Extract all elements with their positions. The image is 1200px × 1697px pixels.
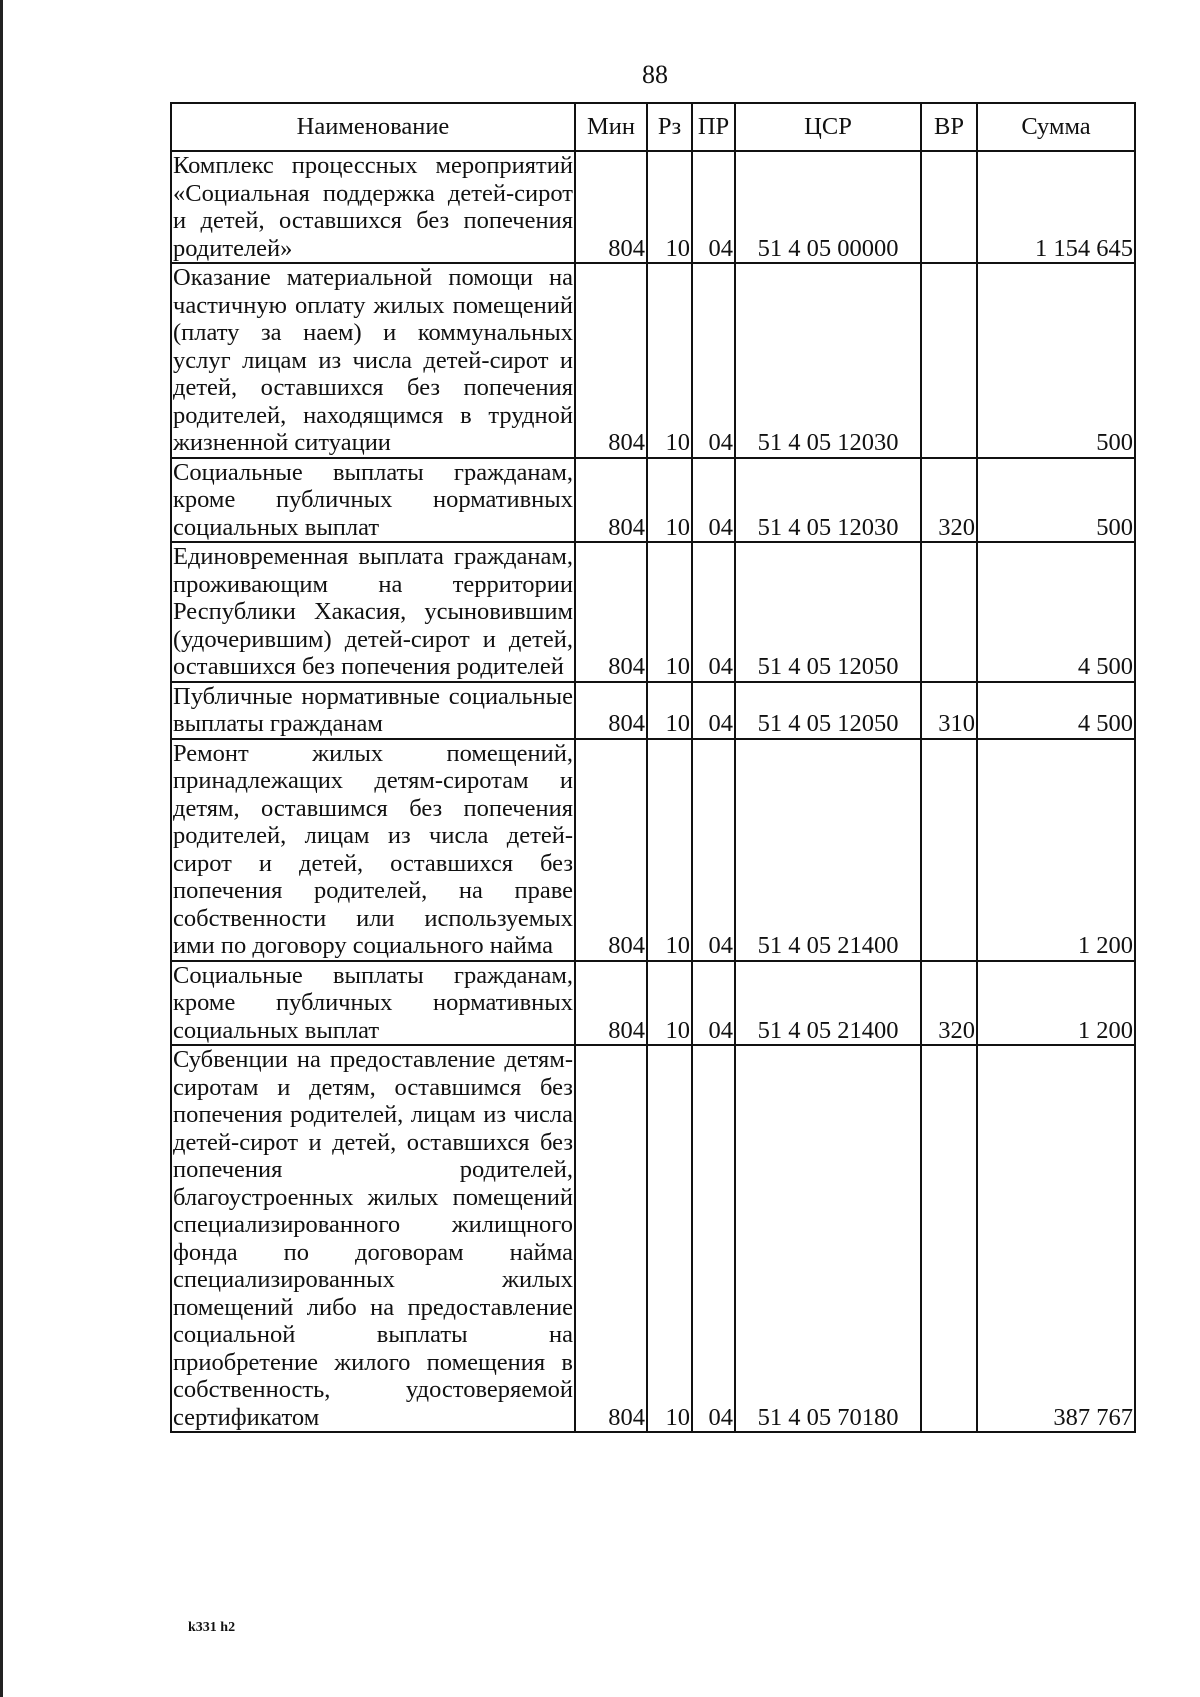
row-pr: 04	[692, 739, 735, 961]
header-sum: Сумма	[977, 103, 1135, 151]
row-csr: 51 4 05 21400	[735, 739, 921, 961]
row-sum: 1 200	[977, 961, 1135, 1046]
header-min: Мин	[575, 103, 647, 151]
header-csr: ЦСР	[735, 103, 921, 151]
row-csr: 51 4 05 21400	[735, 961, 921, 1046]
row-min: 804	[575, 151, 647, 263]
row-pr: 04	[692, 961, 735, 1046]
row-sum: 500	[977, 263, 1135, 458]
table-row	[171, 263, 1135, 458]
header-vr: ВР	[921, 103, 977, 151]
table-row	[171, 1045, 1135, 1432]
row-vr	[921, 1045, 977, 1432]
row-name: Социальные выплаты гражданам, кроме публичных нормативных социальных выплат	[173, 961, 573, 1044]
row-rz: 10	[647, 542, 692, 682]
row-name: Единовременная выплата гражданам, проживающим на территории Республики Хакасия, усыновившим (удочерившим) детей-сирот и детей, оставшихся без попечения родителей	[173, 543, 573, 680]
row-sum: 500	[977, 458, 1135, 543]
row-name: Публичные нормативные социальные выплаты гражданам	[173, 682, 573, 737]
header-pr: ПР	[692, 103, 735, 151]
row-rz: 10	[647, 739, 692, 961]
table-row	[171, 682, 1135, 739]
row-rz: 10	[647, 961, 692, 1046]
row-name: Субвенции на предоставление детям-сиротам и детям, оставшимся без попечения родителей, лицам из числа детей-сирот и детей, оставшихся без попечения родителей, благоустроенных жилых помещений специализированного жилищного фонда по договорам найма специализированных жилых помещений либо на предоставление социальной выплаты на приобретение жилого помещения в собственность, удостоверяемой сертификатом	[173, 1046, 573, 1431]
row-csr: 51 4 05 12030	[735, 458, 921, 543]
row-rz: 10	[647, 458, 692, 543]
row-pr: 04	[692, 263, 735, 458]
row-rz: 10	[647, 151, 692, 263]
scan-left-edge	[0, 0, 3, 1697]
row-name: Оказание материальной помощи на частичную оплату жилых помещений (плату за наем) и коммунальных услуг лицам из числа детей-сирот и детей, оставшихся без попечения родителей, находящимся в трудной жизненной ситуации	[173, 264, 573, 456]
row-pr: 04	[692, 458, 735, 543]
row-sum: 387 767	[977, 1045, 1135, 1432]
row-pr: 04	[692, 151, 735, 263]
row-rz: 10	[647, 1045, 692, 1432]
row-rz: 10	[647, 682, 692, 739]
row-pr: 04	[692, 1045, 735, 1432]
row-csr: 51 4 05 70180	[735, 1045, 921, 1432]
row-sum: 4 500	[977, 542, 1135, 682]
row-min: 804	[575, 682, 647, 739]
table-row	[171, 542, 1135, 682]
row-vr	[921, 739, 977, 961]
row-csr: 51 4 05 00000	[735, 151, 921, 263]
table-row	[171, 458, 1135, 543]
row-csr: 51 4 05 12050	[735, 542, 921, 682]
table-header-row	[171, 103, 1135, 151]
row-name: Социальные выплаты гражданам, кроме публичных нормативных социальных выплат	[173, 458, 573, 541]
table-row	[171, 961, 1135, 1046]
row-name: Ремонт жилых помещений, принадлежащих детям-сиротам и детям, оставшимся без попечения родителей, лицам из числа детей-сирот и детей, оставшихся без попечения родителей, на праве собственности или используемых ими по договору социального найма	[173, 739, 573, 959]
row-pr: 04	[692, 542, 735, 682]
row-rz: 10	[647, 263, 692, 458]
row-sum: 1 200	[977, 739, 1135, 961]
row-vr: 310	[921, 682, 977, 739]
row-vr	[921, 542, 977, 682]
footer-code: k331 h2	[188, 1620, 236, 1635]
row-csr: 51 4 05 12050	[735, 682, 921, 739]
row-sum: 4 500	[977, 682, 1135, 739]
row-vr: 320	[921, 961, 977, 1046]
header-name: Наименование	[171, 103, 575, 151]
table-row	[171, 151, 1135, 263]
budget-table	[170, 102, 1136, 1433]
page-number: 88	[642, 60, 668, 89]
row-name: Комплекс процессных мероприятий «Социальная поддержка детей-сирот и детей, оставшихся без попечения родителей»	[173, 152, 573, 262]
row-vr	[921, 263, 977, 458]
row-min: 804	[575, 961, 647, 1046]
row-pr: 04	[692, 682, 735, 739]
header-rz: Рз	[647, 103, 692, 151]
row-min: 804	[575, 739, 647, 961]
table-row	[171, 739, 1135, 961]
row-min: 804	[575, 1045, 647, 1432]
row-vr	[921, 151, 977, 263]
row-csr: 51 4 05 12030	[735, 263, 921, 458]
row-vr: 320	[921, 458, 977, 543]
row-min: 804	[575, 542, 647, 682]
row-min: 804	[575, 263, 647, 458]
row-sum: 1 154 645	[977, 151, 1135, 263]
row-min: 804	[575, 458, 647, 543]
